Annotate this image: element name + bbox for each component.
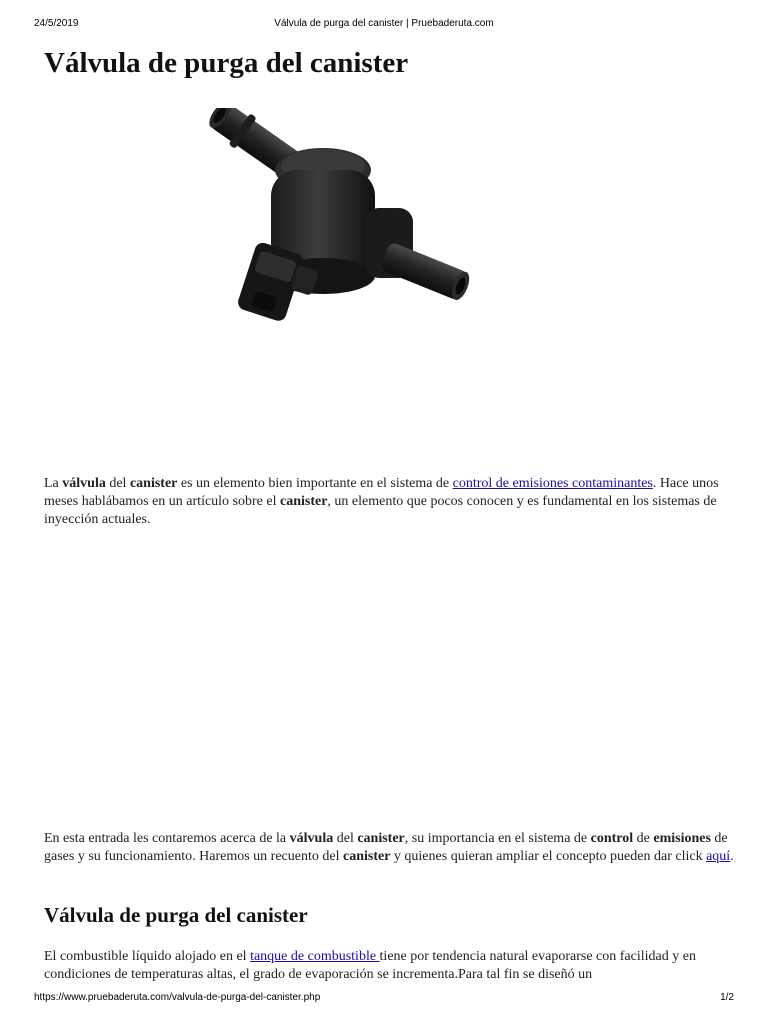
link-control-emisiones[interactable]: control de emisiones contaminantes	[452, 476, 653, 491]
section-paragraph: El combustible líquido alojado en el tanque de combustible tiene por tendencia natural evaporarse con facilidad y en condiciones de temperaturas altas, el grado de evaporación se incrementa.Para tal fin se diseñó un	[44, 949, 696, 982]
print-page-title: Válvula de purga del canister | Pruebaderuta.com	[274, 18, 494, 29]
print-date: 24/5/2019	[34, 18, 79, 29]
print-page-count: 1/2	[720, 992, 734, 1003]
link-aqui[interactable]: aquí	[706, 849, 731, 864]
article-title: Válvula de purga del canister	[44, 47, 409, 79]
article-header	[44, 44, 734, 82]
intro-paragraph: La válvula del canister es un elemento bien importante en el sistema de control de emisiones contaminantes. Hace unos meses hablábamos en un artículo sobre el canister, un elemento que pocos conocen y es fundamental en los sistemas de inyección actuales.	[44, 476, 719, 527]
print-url: https://www.pruebaderuta.com/valvula-de-purga-del-canister.php	[34, 992, 321, 1003]
section-heading: Válvula de purga del canister	[44, 903, 308, 927]
print-footer	[0, 992, 768, 1006]
link-tanque-combustible[interactable]: tanque de combustible	[250, 949, 380, 964]
entry-paragraph: En esta entrada les contaremos acerca de la válvula del canister, su importancia en el sistema de control de emisiones de gases y su funcionamiento. Haremos un recuento del canister y quienes quieran ampliar el concepto pueden dar click aquí.	[44, 831, 734, 864]
canister-valve-image	[205, 108, 473, 330]
print-header	[0, 18, 768, 32]
